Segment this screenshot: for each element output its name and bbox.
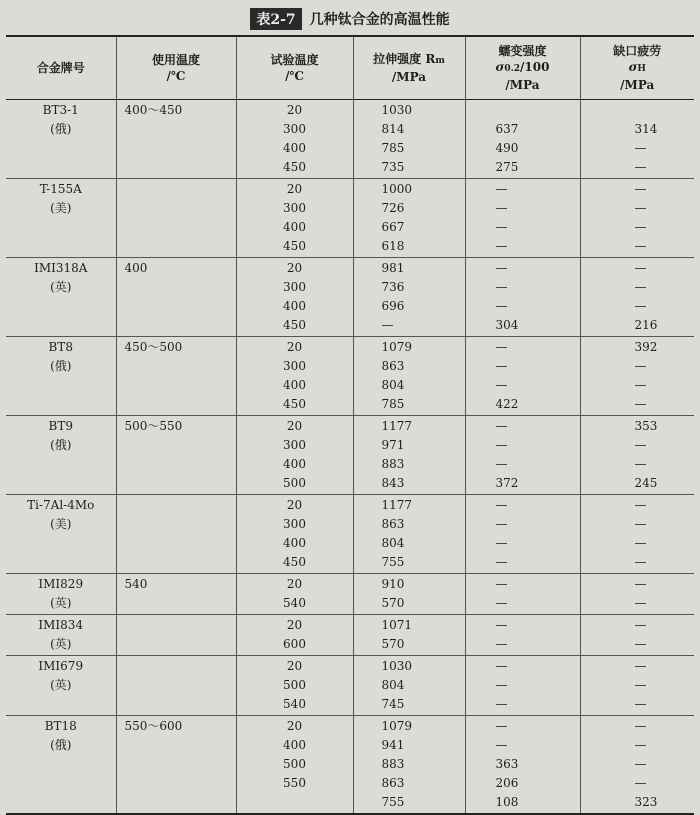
creep-cell	[466, 179, 580, 257]
table-caption	[0, 8, 700, 30]
test-temp-value: 450	[283, 160, 306, 174]
test-temp-cell	[237, 416, 353, 494]
tensile-value: —	[381, 318, 394, 332]
creep-value: 363	[495, 757, 519, 771]
header-alloy: 合金牌号	[6, 36, 116, 100]
use-temp-cell	[117, 416, 236, 437]
test-temp-cell	[237, 179, 353, 257]
tensile-value: 804	[381, 378, 405, 392]
fatigue-cell	[581, 100, 695, 178]
fatigue-value: —	[634, 359, 647, 373]
creep-cell	[466, 100, 580, 178]
tensile-value: 1030	[381, 103, 413, 117]
creep-value: —	[495, 738, 508, 752]
tensile-value: 814	[381, 122, 405, 136]
creep-value: 372	[495, 476, 519, 490]
creep-value: —	[495, 261, 508, 275]
alloy-name-cell	[6, 574, 116, 614]
test-temp-value: 400	[283, 457, 306, 471]
fatigue-value: —	[634, 678, 647, 692]
fatigue-value: —	[634, 201, 647, 215]
test-temp-value: 500	[283, 757, 306, 771]
fatigue-cell	[581, 258, 695, 336]
use-temp-value: 450～500	[124, 340, 183, 354]
test-temp-cell	[237, 574, 353, 614]
alloy-name: BT3-1	[42, 103, 79, 117]
test-temp-cell	[237, 716, 353, 813]
use-temp-cell	[117, 656, 236, 677]
table-body	[6, 100, 694, 815]
creep-value: —	[495, 555, 508, 569]
alloy-name-cell	[6, 416, 116, 456]
creep-cell	[466, 337, 580, 415]
fatigue-value: —	[634, 239, 647, 253]
tensile-value: 755	[381, 795, 405, 809]
fatigue-value: —	[634, 618, 647, 632]
creep-value: —	[495, 678, 508, 692]
creep-value: —	[495, 438, 508, 452]
test-temp-value: 540	[283, 697, 306, 711]
test-temp-value: 20	[286, 261, 303, 275]
tensile-cell	[354, 100, 465, 178]
creep-value: 490	[495, 141, 519, 155]
alloy-group-row	[6, 337, 694, 416]
test-temp-value: 450	[283, 555, 306, 569]
tensile-value: 804	[381, 536, 405, 550]
use-temp-cell	[117, 716, 236, 737]
creep-value: —	[495, 517, 508, 531]
creep-value: 637	[495, 122, 519, 136]
use-temp-cell	[117, 615, 236, 636]
alloy-country: (美)	[50, 201, 72, 215]
fatigue-value: —	[634, 517, 647, 531]
use-temp-value: 400	[124, 261, 148, 275]
tensile-value: 618	[381, 239, 405, 253]
table-title: 几种钛合金的高温性能	[309, 12, 450, 28]
fatigue-value: —	[634, 536, 647, 550]
alloy-country: (英)	[50, 280, 72, 294]
fatigue-value: —	[634, 757, 647, 771]
creep-value: —	[495, 498, 508, 512]
tensile-value: 1000	[381, 182, 413, 196]
alloy-name-cell	[6, 656, 116, 696]
fatigue-value: —	[634, 738, 647, 752]
fatigue-value: —	[634, 438, 647, 452]
alloy-group-row	[6, 258, 694, 337]
tensile-value: 785	[381, 141, 405, 155]
test-temp-cell	[237, 656, 353, 715]
creep-cell	[466, 495, 580, 573]
creep-value: —	[495, 201, 508, 215]
test-temp-value: 400	[283, 299, 306, 313]
test-temp-value: 300	[283, 438, 306, 452]
test-temp-value: 20	[286, 577, 303, 591]
fatigue-cell	[581, 179, 695, 257]
fatigue-value: —	[634, 637, 647, 651]
creep-cell	[466, 716, 580, 813]
tensile-value: 1030	[381, 659, 413, 673]
use-temp-cell	[117, 100, 236, 121]
creep-value: —	[495, 378, 508, 392]
alloy-name: IMI829	[38, 577, 84, 591]
test-temp-value: 300	[283, 122, 306, 136]
fatigue-cell	[581, 656, 695, 715]
creep-value: —	[495, 618, 508, 632]
fatigue-value: —	[634, 596, 647, 610]
tensile-value: 785	[381, 397, 405, 411]
alloy-name: IMI679	[38, 659, 84, 673]
fatigue-value: 245	[634, 476, 658, 490]
header-use-temp: 使用温度 /℃	[116, 36, 236, 100]
creep-value: —	[495, 299, 508, 313]
alloy-country: (美)	[50, 517, 72, 531]
creep-value: —	[495, 359, 508, 373]
fatigue-cell	[581, 495, 695, 573]
fatigue-value: —	[634, 141, 647, 155]
tensile-value: 941	[381, 738, 405, 752]
alloy-group-row	[6, 495, 694, 574]
alloy-country: (俄)	[50, 359, 72, 373]
test-temp-value: 550	[283, 776, 306, 790]
alloy-group-row	[6, 716, 694, 815]
fatigue-value: 353	[634, 419, 658, 433]
creep-value: —	[495, 536, 508, 550]
creep-value: —	[495, 280, 508, 294]
test-temp-value: 450	[283, 397, 306, 411]
test-temp-value: 20	[286, 498, 303, 512]
test-temp-cell	[237, 258, 353, 336]
fatigue-value: —	[634, 397, 647, 411]
test-temp-value: 300	[283, 280, 306, 294]
creep-value: —	[495, 577, 508, 591]
test-temp-cell	[237, 615, 353, 655]
creep-value: 108	[495, 795, 519, 809]
tensile-value: 981	[381, 261, 405, 275]
tensile-value: 1177	[381, 419, 413, 433]
tensile-value: 736	[381, 280, 405, 294]
tensile-value: 745	[381, 697, 405, 711]
fatigue-value: 323	[634, 795, 658, 809]
fatigue-value: —	[634, 299, 647, 313]
test-temp-value: 20	[286, 719, 303, 733]
use-temp-cell	[117, 258, 236, 279]
tensile-value: 1079	[381, 719, 413, 733]
fatigue-cell	[581, 615, 695, 655]
alloy-name-cell	[6, 716, 116, 756]
fatigue-value: —	[634, 457, 647, 471]
tensile-value: 910	[381, 577, 405, 591]
use-temp-cell	[117, 179, 236, 200]
tensile-value: 971	[381, 438, 405, 452]
fatigue-value: 392	[634, 340, 658, 354]
fatigue-cell	[581, 337, 695, 415]
use-temp-value: 540	[124, 577, 148, 591]
tensile-value: 883	[381, 757, 405, 771]
alloy-name-cell	[6, 615, 116, 655]
alloy-name-cell	[6, 495, 116, 535]
creep-value: 422	[495, 397, 519, 411]
use-temp-cell	[117, 574, 236, 595]
test-temp-cell	[237, 337, 353, 415]
test-temp-value: 450	[283, 318, 306, 332]
creep-value: —	[495, 220, 508, 234]
fatigue-cell	[581, 716, 695, 813]
tensile-cell	[354, 716, 465, 813]
alloy-group-row	[6, 179, 694, 258]
fatigue-value: —	[634, 182, 647, 196]
fatigue-value: —	[634, 577, 647, 591]
alloy-group-row	[6, 615, 694, 656]
fatigue-value: —	[634, 659, 647, 673]
tensile-value: 1177	[381, 498, 413, 512]
tensile-value: 883	[381, 457, 405, 471]
alloy-name: BT9	[48, 419, 73, 433]
tensile-cell	[354, 179, 465, 257]
header-fatigue: 缺口疲劳 σH /MPa	[580, 36, 694, 100]
test-temp-value: 500	[283, 678, 306, 692]
creep-value: —	[495, 340, 508, 354]
tensile-cell	[354, 495, 465, 573]
creep-value: —	[495, 596, 508, 610]
use-temp-value	[125, 496, 236, 515]
alloy-name: BT18	[44, 719, 77, 733]
tensile-value: 570	[381, 596, 405, 610]
header-tensile: 拉伸强度 Rm /MPa	[353, 36, 465, 100]
header-creep: 蠕变强度 σ0.2/100 /MPa	[465, 36, 580, 100]
alloy-country: (英)	[50, 678, 72, 692]
fatigue-value: 314	[634, 122, 658, 136]
creep-value: —	[495, 457, 508, 471]
tensile-cell	[354, 258, 465, 336]
test-temp-value: 540	[283, 596, 306, 610]
alloy-name: T-155A	[39, 182, 82, 196]
test-temp-value: 20	[286, 419, 303, 433]
tensile-value: 1079	[381, 340, 413, 354]
test-temp-cell	[237, 100, 353, 178]
fatigue-value	[635, 101, 695, 120]
alloy-name: IMI318A	[34, 261, 88, 275]
creep-value: —	[495, 659, 508, 673]
creep-value: —	[495, 239, 508, 253]
alloy-group-row	[6, 416, 694, 495]
fatigue-value: —	[634, 280, 647, 294]
alloy-country: (俄)	[50, 738, 72, 752]
fatigue-value: —	[634, 776, 647, 790]
test-temp-value: 400	[283, 141, 306, 155]
alloy-name-cell	[6, 100, 116, 140]
use-temp-value: 550～600	[124, 719, 183, 733]
test-temp-value: 400	[283, 536, 306, 550]
tensile-cell	[354, 416, 465, 494]
test-temp-value: 20	[286, 103, 303, 117]
test-temp-value: 600	[283, 637, 306, 651]
test-temp-value: 300	[283, 201, 306, 215]
test-temp-value	[237, 793, 353, 812]
alloy-name: IMI834	[38, 618, 84, 632]
test-temp-cell	[237, 495, 353, 573]
test-temp-value: 300	[283, 517, 306, 531]
table-number: 表2-7	[250, 8, 301, 30]
creep-cell	[466, 574, 580, 614]
fatigue-value: —	[634, 498, 647, 512]
test-temp-value: 400	[283, 220, 306, 234]
creep-cell	[466, 258, 580, 336]
tensile-value: 863	[381, 776, 405, 790]
tensile-value: 755	[381, 555, 405, 569]
test-temp-value: 500	[283, 476, 306, 490]
test-temp-value: 450	[283, 239, 306, 253]
tensile-value: 570	[381, 637, 405, 651]
tensile-value: 735	[381, 160, 405, 174]
tensile-value: 696	[381, 299, 405, 313]
fatigue-value: 216	[634, 318, 658, 332]
test-temp-value: 300	[283, 359, 306, 373]
fatigue-value: —	[634, 160, 647, 174]
alloy-group-row	[6, 574, 694, 615]
alloy-properties-table	[6, 35, 694, 815]
creep-value: 275	[495, 160, 519, 174]
use-temp-cell	[117, 337, 236, 358]
alloy-name-cell	[6, 337, 116, 377]
header-test-temp: 试验温度 /℃	[236, 36, 353, 100]
fatigue-cell	[581, 416, 695, 494]
fatigue-value: —	[634, 220, 647, 234]
tensile-value: 726	[381, 201, 405, 215]
alloy-country: (俄)	[50, 122, 72, 136]
creep-value	[496, 101, 580, 120]
tensile-cell	[354, 337, 465, 415]
use-temp-value	[125, 616, 236, 635]
creep-cell	[466, 416, 580, 494]
fatigue-value: —	[634, 555, 647, 569]
creep-value: —	[495, 419, 508, 433]
alloy-group-row	[6, 656, 694, 716]
creep-value: —	[495, 719, 508, 733]
test-temp-value: 400	[283, 738, 306, 752]
alloy-name-cell	[6, 179, 116, 219]
tensile-cell	[354, 615, 465, 655]
test-temp-value: 20	[286, 618, 303, 632]
tensile-value: 667	[381, 220, 405, 234]
tensile-cell	[354, 656, 465, 715]
alloy-country: (英)	[50, 596, 72, 610]
use-temp-value	[125, 657, 236, 676]
tensile-value: 1071	[381, 618, 413, 632]
test-temp-value: 20	[286, 340, 303, 354]
creep-value: 304	[495, 318, 519, 332]
tensile-value: 843	[381, 476, 405, 490]
alloy-country: (英)	[50, 637, 72, 651]
test-temp-value: 20	[286, 182, 303, 196]
alloy-country: (俄)	[50, 438, 72, 452]
test-temp-value: 400	[283, 378, 306, 392]
creep-value: 206	[495, 776, 519, 790]
use-temp-value: 500～550	[124, 419, 183, 433]
creep-value: —	[495, 182, 508, 196]
alloy-name-cell	[6, 258, 116, 298]
creep-value: —	[495, 697, 508, 711]
alloy-name: Ti-7Al-4Mo	[27, 498, 95, 512]
table-header-row	[6, 36, 694, 100]
fatigue-value: —	[634, 378, 647, 392]
test-temp-value: 20	[286, 659, 303, 673]
fatigue-value: —	[634, 719, 647, 733]
use-temp-value: 400～450	[124, 103, 183, 117]
tensile-value: 804	[381, 678, 405, 692]
alloy-name: BT8	[48, 340, 73, 354]
tensile-cell	[354, 574, 465, 614]
fatigue-value: —	[634, 261, 647, 275]
creep-cell	[466, 656, 580, 715]
creep-cell	[466, 615, 580, 655]
creep-value: —	[495, 637, 508, 651]
fatigue-cell	[581, 574, 695, 614]
tensile-value: 863	[381, 517, 405, 531]
use-temp-value	[125, 180, 236, 199]
use-temp-cell	[117, 495, 236, 516]
alloy-group-row	[6, 100, 694, 179]
fatigue-value: —	[634, 697, 647, 711]
tensile-value: 863	[381, 359, 405, 373]
